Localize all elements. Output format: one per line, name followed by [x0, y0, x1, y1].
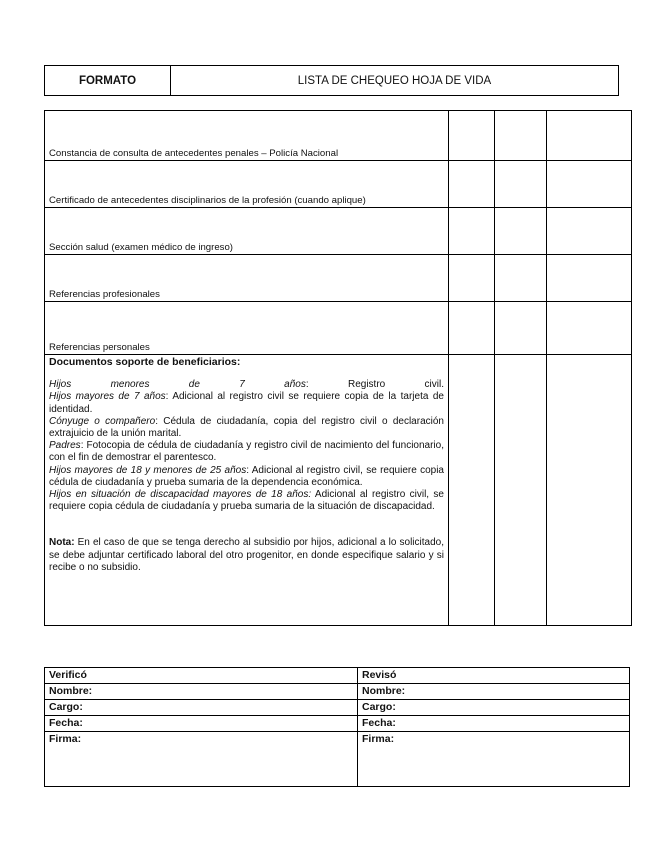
checklist-row: [45, 111, 632, 161]
reviso-firma-field[interactable]: Firma:: [358, 732, 630, 787]
checklist-item-label: Certificado de antecedentes disciplinarios de la profesión (cuando aplique): [45, 161, 449, 208]
checklist-row: [45, 208, 632, 255]
document-title: LISTA DE CHEQUEO HOJA DE VIDA: [171, 66, 619, 96]
check-cell[interactable]: [495, 255, 547, 302]
check-cell[interactable]: [495, 161, 547, 208]
check-cell[interactable]: [495, 355, 547, 626]
reviso-fecha-field[interactable]: Fecha:: [358, 716, 630, 732]
beneficiarios-paragraph: Cónyuge o compañero: Cédula de ciudadanía, copia del registro civil o declaración extrajuicio de la unión marital.: [49, 415, 444, 440]
beneficiarios-paragraph: Hijos mayores de 7 años: Adicional al registro civil se requiere copia de la tarjeta de identidad.: [49, 391, 444, 415]
beneficiarios-paragraph: Hijos en situación de discapacidad mayores de 18 años: Adicional al registro civil, se requiere copia cédula de ciudadanía y prueba sumaria de la situación de discapacidad.: [49, 489, 444, 513]
checklist-row: [45, 255, 632, 302]
check-cell[interactable]: [449, 161, 495, 208]
check-cell[interactable]: [449, 355, 495, 626]
check-cell[interactable]: [495, 208, 547, 255]
checklist-item-label: Constancia de consulta de antecedentes penales – Policía Nacional: [45, 111, 449, 161]
reviso-cargo-field[interactable]: Cargo:: [358, 700, 630, 716]
check-cell[interactable]: [547, 355, 632, 626]
checklist-item-label: Sección salud (examen médico de ingreso): [45, 208, 449, 255]
formato-label: FORMATO: [45, 66, 171, 96]
beneficiarios-paragraph: Hijos menores de 7 años: Registro civil.: [49, 379, 444, 391]
nota-paragraph: Nota: En el caso de que se tenga derecho al subsidio por hijos, adicional a lo solicitado, se debe adjuntar certificado laboral del otro progenitor, en donde especifique salario y si recibe o no subsidio.: [49, 537, 444, 573]
verifico-firma-field[interactable]: Firma:: [45, 732, 358, 787]
beneficiarios-paragraph: Padres: Fotocopia de cédula de ciudadanía y registro civil de nacimiento del funcionario, con el fin de demostrar el parentesco.: [49, 440, 444, 464]
check-cell[interactable]: [449, 255, 495, 302]
verifico-heading: Verificó: [45, 668, 358, 684]
checklist-item-label: Referencias personales: [45, 302, 449, 355]
verifico-nombre-field[interactable]: Nombre:: [45, 684, 358, 700]
check-cell[interactable]: [547, 302, 632, 355]
signature-table: [44, 667, 630, 787]
beneficiarios-paragraph: Hijos mayores de 18 y menores de 25 años: Adicional al registro civil, se requiere copia cédula de ciudadanía y prueba sumaria de la dependencia económica.: [49, 464, 444, 488]
check-cell[interactable]: [547, 208, 632, 255]
check-cell[interactable]: [547, 255, 632, 302]
checklist-row: [45, 161, 632, 208]
check-cell[interactable]: [495, 302, 547, 355]
header-table: [44, 65, 619, 96]
check-cell[interactable]: [449, 302, 495, 355]
reviso-heading: Revisó: [358, 668, 630, 684]
beneficiarios-title: Documentos soporte de beneficiarios:: [49, 356, 241, 368]
check-cell[interactable]: [547, 161, 632, 208]
verifico-cargo-field[interactable]: Cargo:: [45, 700, 358, 716]
reviso-nombre-field[interactable]: Nombre:: [358, 684, 630, 700]
check-cell[interactable]: [547, 111, 632, 161]
checklist-row: [45, 302, 632, 355]
checklist-item-label: Referencias profesionales: [45, 255, 449, 302]
beneficiarios-cell: [45, 355, 449, 626]
check-cell[interactable]: [495, 111, 547, 161]
check-cell[interactable]: [449, 208, 495, 255]
beneficiarios-row: [45, 355, 632, 626]
check-cell[interactable]: [449, 111, 495, 161]
checklist-table: [44, 110, 632, 626]
verifico-fecha-field[interactable]: Fecha:: [45, 716, 358, 732]
